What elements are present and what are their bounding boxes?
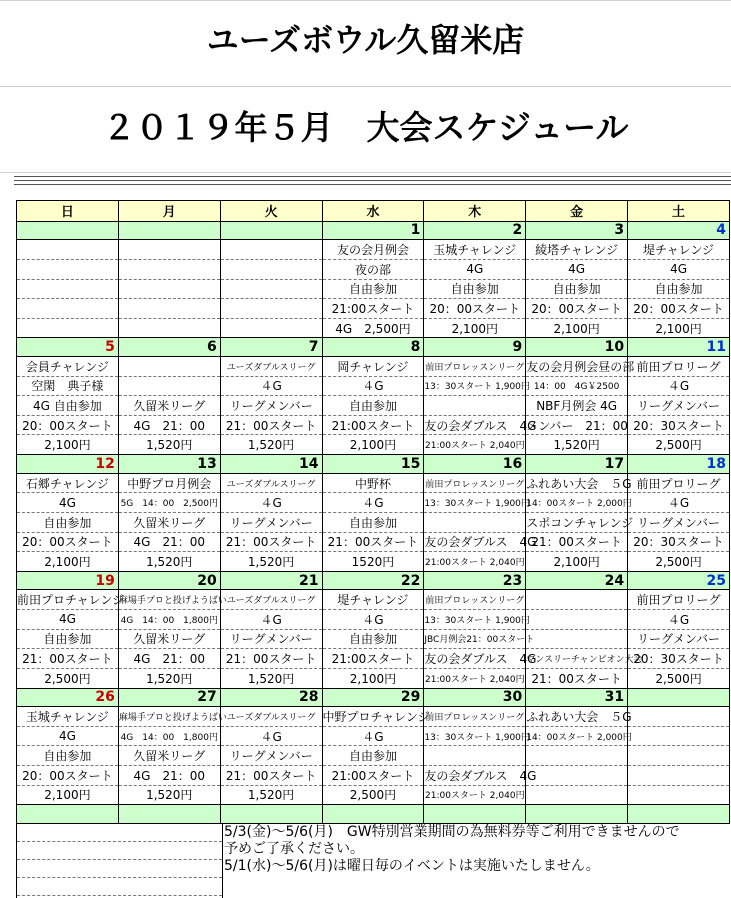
event-cell: 友の会ダブルス 4G bbox=[424, 766, 526, 786]
event-cell: リーグメンバー bbox=[220, 396, 322, 416]
event-cell: ４G bbox=[628, 376, 730, 396]
date-number: 16 bbox=[424, 455, 526, 474]
event-cell: ユーズダブルスリーグ bbox=[220, 590, 322, 610]
tournament-calendar bbox=[16, 200, 730, 824]
event-cell: 21：00スタート bbox=[526, 668, 628, 688]
event-cell: ふれあい大会 ５G bbox=[526, 473, 628, 493]
date-number: 23 bbox=[424, 571, 526, 590]
notes-section bbox=[16, 824, 730, 898]
event-cell bbox=[526, 766, 628, 786]
event-cell: ユーズダブルスリーグ bbox=[220, 356, 322, 376]
event-cell: ４G bbox=[322, 493, 424, 513]
event-cell bbox=[628, 746, 730, 766]
spacer-cell bbox=[220, 805, 322, 824]
weekday-header: 土 bbox=[628, 201, 730, 222]
event-cell: 2,100円 bbox=[17, 552, 119, 572]
event-cell: 前田プロレッスンリーグ bbox=[424, 707, 526, 727]
event-cell: 4G 21：00 bbox=[118, 649, 220, 669]
event-cell bbox=[628, 785, 730, 805]
weekday-header: 日 bbox=[17, 201, 119, 222]
event-cell: 石郷チャレンジ bbox=[17, 473, 119, 493]
date-number: 13 bbox=[118, 455, 220, 474]
event-cell bbox=[628, 766, 730, 786]
event-cell bbox=[526, 590, 628, 610]
event-cell bbox=[17, 299, 119, 319]
event-cell: 4G bbox=[424, 259, 526, 279]
event-cell: 14：00スタート 2,000円 bbox=[526, 726, 628, 746]
date-number: 11 bbox=[628, 338, 730, 357]
date-number: 10 bbox=[526, 338, 628, 357]
event-cell: 岡チャレンジ bbox=[322, 356, 424, 376]
event-cell: 21：00スタート bbox=[220, 415, 322, 435]
event-cell: 自由参加 bbox=[322, 396, 424, 416]
event-cell bbox=[118, 356, 220, 376]
date-number: 30 bbox=[424, 688, 526, 707]
event-cell: 4G 21：00 bbox=[118, 532, 220, 552]
event-cell: 4G 14：00 1,800円 bbox=[118, 726, 220, 746]
note-line: 5/1(水)～5/6(月)は曜日毎のイベントは実施いたしません。 bbox=[224, 858, 600, 874]
event-cell: 友の会ダブルス 4G bbox=[424, 415, 526, 435]
event-cell: 2,500円 bbox=[628, 435, 730, 455]
spacer-cell bbox=[628, 805, 730, 824]
event-cell: 中野プロチャレンジ bbox=[322, 707, 424, 727]
event-cell: 2,100円 bbox=[424, 318, 526, 338]
event-cell: 自由参加 bbox=[322, 512, 424, 532]
spacer-cell bbox=[17, 805, 119, 824]
event-cell: 20：00スタート bbox=[17, 766, 119, 786]
event-cell bbox=[17, 279, 119, 299]
date-number: 28 bbox=[220, 688, 322, 707]
event-cell: リーグメンバー bbox=[220, 746, 322, 766]
event-cell: 前田プロレッスンリーグ bbox=[424, 356, 526, 376]
event-cell: ４G bbox=[322, 610, 424, 630]
event-cell: ４G bbox=[628, 610, 730, 630]
event-cell: 20：00スタート bbox=[17, 532, 119, 552]
event-cell: 13：30スタート 1,900円 bbox=[424, 376, 526, 396]
event-cell bbox=[526, 785, 628, 805]
event-cell: 麻場手プロと投げようばい bbox=[118, 590, 220, 610]
event-cell: 堤チャレンジ bbox=[628, 240, 730, 260]
event-cell: 1,520円 bbox=[526, 435, 628, 455]
event-cell: 前田プロレッスンリーグ bbox=[424, 473, 526, 493]
date-number bbox=[17, 221, 119, 240]
event-cell: 5G 14：00 2,500円 bbox=[118, 493, 220, 513]
event-cell: 20：00スタート bbox=[17, 415, 119, 435]
event-cell: リーグメンバー bbox=[628, 512, 730, 532]
event-cell: 20：30スタート bbox=[628, 532, 730, 552]
date-number: 18 bbox=[628, 455, 730, 474]
event-cell: 綾塔チャレンジ bbox=[526, 240, 628, 260]
event-cell: 前田プロレッスンリーグ bbox=[424, 590, 526, 610]
event-cell bbox=[424, 512, 526, 532]
date-number: 24 bbox=[526, 571, 628, 590]
event-cell bbox=[220, 299, 322, 319]
event-cell bbox=[118, 259, 220, 279]
event-cell: 4G 21：00 bbox=[118, 766, 220, 786]
event-cell bbox=[118, 376, 220, 396]
event-cell: 中野プロ月例会 bbox=[118, 473, 220, 493]
event-cell: 21:00スタート bbox=[322, 415, 424, 435]
date-number: 22 bbox=[322, 571, 424, 590]
weekday-header: 木 bbox=[424, 201, 526, 222]
event-cell: 友の会ダブルス 4G bbox=[424, 649, 526, 669]
event-cell: 4G 2,500円 bbox=[322, 318, 424, 338]
event-cell: 21:00スタート bbox=[322, 766, 424, 786]
event-cell: 4G 21：00 bbox=[118, 415, 220, 435]
event-cell: ユーズダブルスリーグ bbox=[220, 473, 322, 493]
event-cell: 2,500円 bbox=[17, 668, 119, 688]
event-cell: 4G bbox=[17, 726, 119, 746]
event-cell bbox=[220, 279, 322, 299]
event-cell: 1,520円 bbox=[220, 668, 322, 688]
event-cell bbox=[220, 318, 322, 338]
event-cell: 1,520円 bbox=[220, 435, 322, 455]
event-cell bbox=[17, 259, 119, 279]
date-number: 9 bbox=[424, 338, 526, 357]
event-cell bbox=[118, 240, 220, 260]
event-cell: 自由参加 bbox=[322, 279, 424, 299]
event-cell: 21:00スタート bbox=[322, 649, 424, 669]
event-cell: リーグメンバー bbox=[220, 512, 322, 532]
event-cell: 自由参加 bbox=[17, 512, 119, 532]
event-cell: 前田プロリーグ bbox=[628, 356, 730, 376]
date-number: 25 bbox=[628, 571, 730, 590]
event-cell: 21：00スタート bbox=[220, 532, 322, 552]
note-line: 予めご了承ください。 bbox=[224, 841, 364, 857]
event-cell: 1,520円 bbox=[220, 785, 322, 805]
event-cell: JBC月例会21：00スタート bbox=[424, 629, 526, 649]
event-cell: 21:00スタート 2,040円 bbox=[424, 552, 526, 572]
event-cell: 自由参加 bbox=[322, 746, 424, 766]
event-cell: ４G bbox=[628, 493, 730, 513]
event-cell: ４G bbox=[220, 610, 322, 630]
event-cell: リーグメンバー bbox=[220, 629, 322, 649]
event-cell: 2,500円 bbox=[322, 785, 424, 805]
event-cell: 2,100円 bbox=[322, 435, 424, 455]
event-cell: 13：30スタート 1,900円 bbox=[424, 610, 526, 630]
weekday-header: 水 bbox=[322, 201, 424, 222]
event-cell: 1520円 bbox=[322, 552, 424, 572]
event-cell: マンスリーチャンピオン大会 bbox=[526, 649, 628, 669]
event-cell: 20：30スタート bbox=[628, 415, 730, 435]
event-cell: 自由参加 bbox=[424, 279, 526, 299]
event-cell: 空閑 典子様 bbox=[17, 376, 119, 396]
event-cell: 自由参加 bbox=[628, 279, 730, 299]
date-number: 6 bbox=[118, 338, 220, 357]
event-cell bbox=[628, 726, 730, 746]
event-cell: ４G bbox=[220, 376, 322, 396]
event-cell bbox=[118, 299, 220, 319]
event-cell: 4G bbox=[17, 493, 119, 513]
date-number: 2 bbox=[424, 221, 526, 240]
date-number: 31 bbox=[526, 688, 628, 707]
event-cell: ふれあい大会 ５G bbox=[526, 707, 628, 727]
event-cell: 久留米リーグ bbox=[118, 746, 220, 766]
event-cell: 前田プロリーグ bbox=[628, 473, 730, 493]
date-number: 7 bbox=[220, 338, 322, 357]
event-cell: 21:00スタート 2,040円 bbox=[424, 668, 526, 688]
event-cell: 4G 自由参加 bbox=[17, 396, 119, 416]
event-cell: 前田プロチャレンジ bbox=[17, 590, 119, 610]
event-cell: ４G bbox=[322, 726, 424, 746]
event-cell: 14：00スタート 2,000円 bbox=[526, 493, 628, 513]
event-cell: 21:00スタート bbox=[322, 299, 424, 319]
event-cell: 玉城チャレンジ bbox=[424, 240, 526, 260]
date-number: 27 bbox=[118, 688, 220, 707]
event-cell: 20：00スタート bbox=[628, 299, 730, 319]
event-cell: 21：00スタート bbox=[220, 766, 322, 786]
spacer-cell bbox=[322, 805, 424, 824]
date-number: 26 bbox=[17, 688, 119, 707]
date-number: 14 bbox=[220, 455, 322, 474]
event-cell: 21：00スタート bbox=[17, 649, 119, 669]
event-cell bbox=[424, 396, 526, 416]
date-number: 1 bbox=[322, 221, 424, 240]
event-cell: 久留米リーグ bbox=[118, 396, 220, 416]
event-cell: 21：00スタート bbox=[220, 649, 322, 669]
event-cell: 久留米リーグ bbox=[118, 629, 220, 649]
event-cell: 4G 14：00 1,800円 bbox=[118, 610, 220, 630]
event-cell: 友の会月例会昼の部 bbox=[526, 356, 628, 376]
event-cell: 2,100円 bbox=[628, 318, 730, 338]
date-number: 12 bbox=[17, 455, 119, 474]
event-cell: 自由参加 bbox=[17, 746, 119, 766]
date-number: 3 bbox=[526, 221, 628, 240]
note-line: 5/3(金)～5/6(月) GW特別営業期間の為無料券等ご利用できませんので bbox=[224, 824, 680, 840]
event-cell: 会員チャレンジ bbox=[17, 356, 119, 376]
event-cell: 13：30スタート 1,900円 bbox=[424, 726, 526, 746]
event-cell: メンバー 21：00 bbox=[526, 415, 628, 435]
event-cell: 21:00スタート 2,040円 bbox=[424, 435, 526, 455]
weekday-header: 火 bbox=[220, 201, 322, 222]
date-number: 4 bbox=[628, 221, 730, 240]
event-cell bbox=[220, 240, 322, 260]
event-cell: 堤チャレンジ bbox=[322, 590, 424, 610]
event-cell: 2,100円 bbox=[526, 318, 628, 338]
event-cell: 久留米リーグ bbox=[118, 512, 220, 532]
event-cell: 自由参加 bbox=[526, 279, 628, 299]
spacer-cell bbox=[526, 805, 628, 824]
event-cell: 21：00スタート bbox=[322, 532, 424, 552]
event-cell: 2,100円 bbox=[322, 668, 424, 688]
date-number bbox=[118, 221, 220, 240]
date-number: 20 bbox=[118, 571, 220, 590]
event-cell: ４G bbox=[220, 726, 322, 746]
event-cell: 玉城チャレンジ bbox=[17, 707, 119, 727]
event-cell bbox=[17, 240, 119, 260]
date-number: 8 bbox=[322, 338, 424, 357]
date-number: 19 bbox=[17, 571, 119, 590]
event-cell: 13：30スタート 1,900円 bbox=[424, 493, 526, 513]
event-cell: 自由参加 bbox=[322, 629, 424, 649]
event-cell: 1,520円 bbox=[118, 435, 220, 455]
event-cell: 友の会ダブルス 4G bbox=[424, 532, 526, 552]
event-cell: リーグメンバー bbox=[628, 629, 730, 649]
event-cell: 4G bbox=[526, 259, 628, 279]
event-cell: 4G bbox=[17, 610, 119, 630]
weekday-header: 月 bbox=[118, 201, 220, 222]
date-number: 21 bbox=[220, 571, 322, 590]
date-number: 5 bbox=[17, 338, 119, 357]
event-cell: スポコンチャレンジ bbox=[526, 512, 628, 532]
event-cell: 21：00スタート bbox=[526, 532, 628, 552]
event-cell: 自由参加 bbox=[17, 629, 119, 649]
event-cell: NBF月例会 4G bbox=[526, 396, 628, 416]
event-cell: 麻場手プロと投げようばい bbox=[118, 707, 220, 727]
event-cell bbox=[220, 259, 322, 279]
event-cell: 20：30スタート bbox=[628, 649, 730, 669]
schedule-title: ２０１９年５月 大会スケジュール bbox=[102, 108, 629, 147]
event-cell: 中野杯 bbox=[322, 473, 424, 493]
date-number: 29 bbox=[322, 688, 424, 707]
event-cell: リーグメンバー bbox=[628, 396, 730, 416]
event-cell bbox=[526, 746, 628, 766]
event-cell: 2,500円 bbox=[628, 668, 730, 688]
event-cell: 1,520円 bbox=[118, 552, 220, 572]
date-number: 15 bbox=[322, 455, 424, 474]
event-cell: 20：00スタート bbox=[424, 299, 526, 319]
event-cell bbox=[424, 746, 526, 766]
event-cell: 夜の部 bbox=[322, 259, 424, 279]
weekday-header: 金 bbox=[526, 201, 628, 222]
date-number bbox=[628, 688, 730, 707]
event-cell bbox=[118, 279, 220, 299]
event-cell: 1,520円 bbox=[220, 552, 322, 572]
event-cell bbox=[526, 629, 628, 649]
event-cell: 14：00 4G￥2500 bbox=[526, 376, 628, 396]
event-cell: ４G bbox=[220, 493, 322, 513]
event-cell: 2,500円 bbox=[628, 552, 730, 572]
event-cell bbox=[526, 610, 628, 630]
event-cell: 20：00スタート bbox=[526, 299, 628, 319]
event-cell: 2,100円 bbox=[526, 552, 628, 572]
note-line bbox=[222, 875, 730, 892]
event-cell: 1,520円 bbox=[118, 668, 220, 688]
store-name: ユーズボウル久留米店 bbox=[206, 21, 525, 59]
event-cell: 4G bbox=[628, 259, 730, 279]
date-number bbox=[220, 221, 322, 240]
event-cell: 前田プロリーグ bbox=[628, 590, 730, 610]
event-cell: 2,100円 bbox=[17, 435, 119, 455]
event-cell: ユーズダブルスリーグ bbox=[220, 707, 322, 727]
event-cell: 21:00スタート 2,040円 bbox=[424, 785, 526, 805]
event-cell bbox=[118, 318, 220, 338]
date-number: 17 bbox=[526, 455, 628, 474]
event-cell bbox=[628, 707, 730, 727]
event-cell: 1,520円 bbox=[118, 785, 220, 805]
event-cell: 友の会月例会 bbox=[322, 240, 424, 260]
event-cell bbox=[17, 318, 119, 338]
spacer-cell bbox=[118, 805, 220, 824]
spacer-cell bbox=[424, 805, 526, 824]
event-cell: ４G bbox=[322, 376, 424, 396]
event-cell: 2,100円 bbox=[17, 785, 119, 805]
